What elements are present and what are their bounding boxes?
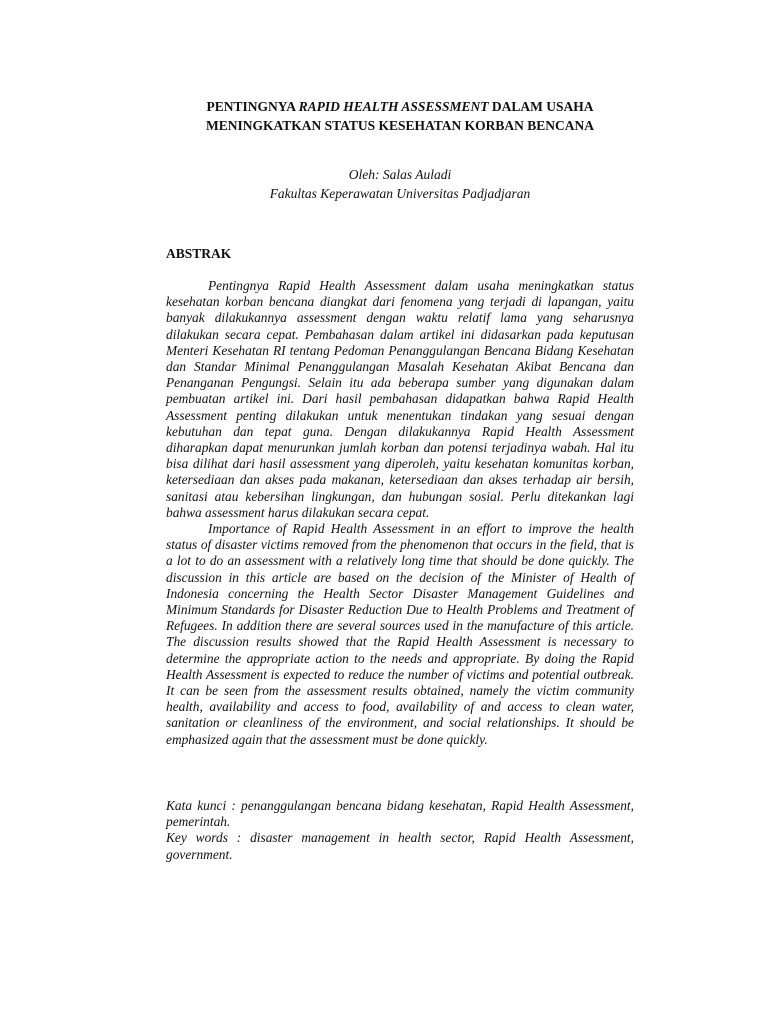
key-words: Key words : disaster management in health sector, Rapid Health Assessment, government. xyxy=(166,830,634,862)
affiliation: Fakultas Keperawatan Universitas Padjadjaran xyxy=(269,186,531,201)
abstract-paragraph-english: Importance of Rapid Health Assessment in an effort to improve the health status of disaster victims removed from the phenomenon that occurs in the field, that is a lot to do an assessment with a relatively long time that should be done quickly. The discussion in this article are based on the decision of the Minister of Health of Indonesia concerning the Health Sector Disaster Management Guidelines and Minimum Standards for Disaster Reduction Due to Health Problems and Treatment of Refugees. In addition there are several sources used in the manufacture of this article. The discussion results showed that the Rapid Health Assessment is necessary to determine the appropriate action to the needs and appropriate. By doing the Rapid Health Assessment is expected to reduce the number of victims and potential outbreak. It can be seen from the assessment results obtained, namely the victim community health, availability and access to food, availability of and access to clean water, sanitation or cleanliness of the environment, and social relationships. It should be emphasized again that the assessment must be done quickly. xyxy=(166,521,634,747)
byline xyxy=(120,165,680,203)
title-emphasis: RAPID HEALTH ASSESSMENT xyxy=(298,99,489,114)
kata-kunci: Kata kunci : penanggulangan bencana bidang kesehatan, Rapid Health Assessment, pemerintah. xyxy=(166,798,634,830)
paper-title xyxy=(120,97,680,135)
abstract-body xyxy=(166,278,634,748)
title-line-1 xyxy=(120,97,680,116)
abstract-heading: ABSTRAK xyxy=(166,246,232,261)
title-line-2: MENINGKATKAN STATUS KESEHATAN KORBAN BENCANA xyxy=(205,118,595,133)
author: Oleh: Salas Auladi xyxy=(348,167,452,182)
keywords-block xyxy=(166,798,634,863)
title-prefix: PENTINGNYA xyxy=(206,99,299,114)
abstract-paragraph-indonesian: Pentingnya Rapid Health Assessment dalam usaha meningkatkan status kesehatan korban bencana diangkat dari fenomena yang terjadi di lapangan, yaitu banyak dilakukannya assessment dengan waktu relatif lama yang seharusnya dilakukan secara cepat. Pembahasan dalam artikel ini didasarkan pada keputusan Menteri Kesehatan RI tentang Pedoman Penanggulangan Bencana Bidang Kesehatan dan Standar Minimal Penanggulangan Masalah Kesehatan Akibat Bencana dan Penanganan Pengungsi. Selain itu ada beberapa sumber yang digunakan dalam pembuatan artikel ini. Dari hasil pembahasan didapatkan bahwa Rapid Health Assessment penting dilakukan untuk menentukan tindakan yang sesuai dengan kebutuhan dan tepat guna. Dengan dilakukannya Rapid Health Assessment diharapkan dapat menurunkan jumlah korban dan potensi terjadinya wabah. Hal itu bisa dilihat dari hasil assessment yang diperoleh, yaitu kesehatan komunitas korban, ketersediaan dan akses pada makanan, ketersediaan dan akses terhadap air bersih, sanitasi atau kebersihan lingkungan, dan hubungan sosial. Perlu ditekankan lagi bahwa assessment harus dilakukan secara cepat. xyxy=(166,278,634,520)
title-suffix: DALAM USAHA xyxy=(488,99,594,114)
